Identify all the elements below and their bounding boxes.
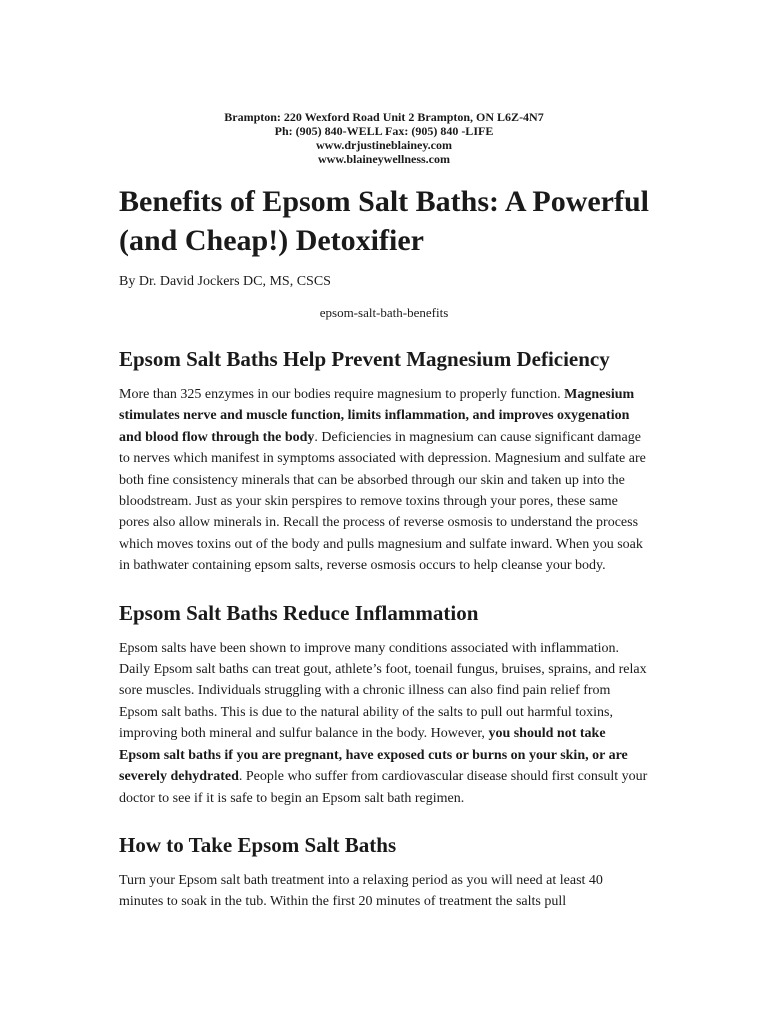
section-heading-inflammation: Epsom Salt Baths Reduce Inflammation bbox=[119, 600, 479, 625]
section-paragraph-magnesium bbox=[119, 384, 649, 577]
paragraph-bold-text: you should not take Epsom salt baths if you are pregnant, have exposed cuts or burns on your skin, or are severely dehydrated bbox=[119, 726, 628, 785]
section-paragraph-inflammation bbox=[119, 638, 649, 809]
article bbox=[119, 182, 649, 913]
letterhead-website-2: www.blaineywellness.com bbox=[318, 152, 450, 166]
paragraph-text: . People who suffer from cardiovascular disease should first consult your doctor to see if it is safe to begin an Epsom salt bath regimen. bbox=[119, 769, 648, 806]
section-heading-how-to: How to Take Epsom Salt Baths bbox=[119, 832, 397, 857]
paragraph-text: Epsom salts have been shown to improve many conditions associated with inflammation. Daily Epsom salt baths can treat gout, athlete’s foot, toenail fungus, bruises, sprains, and relax sore muscles. Individuals struggling with a chronic illness can also find pain relief from Epsom salt baths. This is due to the natural ability of the salts to pull out harmful toxins, improving both mineral and sulfur balance in the body. However, bbox=[119, 640, 647, 742]
letterhead-website-1: www.drjustineblainey.com bbox=[315, 138, 452, 152]
letterhead-address: Brampton: 220 Wexford Road Unit 2 Brampton, ON L6Z-4N7 bbox=[224, 110, 544, 124]
image-alt-text: epsom-salt-bath-benefits bbox=[319, 305, 449, 320]
letterhead-phone: Ph: (905) 840-WELL Fax: (905) 840 -LIFE bbox=[274, 124, 494, 138]
paragraph-bold-text: Magnesium stimulates nerve and muscle function, limits inflammation, and improves oxygenation and blood flow through the body bbox=[119, 387, 635, 445]
article-title: Benefits of Epsom Salt Baths: A Powerful (and Cheap!) Detoxifier bbox=[119, 185, 650, 257]
paragraph-text: . Deficiencies in magnesium can cause significant damage to nerves which manifest in symptoms associated with depression. Magnesium and sulfate are both fine consistency minerals that can be absorbed through our skin and taken up into the bloodstream. Just as your skin perspires to remove toxins through your pores, these same pores also allow minerals in. Recall the process of reverse osmosis to understand the process which moves toxins out of the body and pulls magnesium and sulfate inward. When you soak in bathwater containing epsom salts, reverse osmosis occurs to help cleanse your body. bbox=[119, 429, 646, 574]
article-byline: By Dr. David Jockers DC, MS, CSCS bbox=[119, 274, 331, 289]
section-paragraph-how-to: Turn your Epsom salt bath treatment into a relaxing period as you will need at least 40 minutes to soak in the tub. Within the first 20 minutes of treatment the salts pull bbox=[119, 872, 603, 910]
paragraph-text: More than 325 enzymes in our bodies require magnesium to properly function. bbox=[119, 387, 565, 402]
letterhead bbox=[0, 110, 768, 166]
section-heading-magnesium: Epsom Salt Baths Help Prevent Magnesium Deficiency bbox=[119, 347, 610, 371]
